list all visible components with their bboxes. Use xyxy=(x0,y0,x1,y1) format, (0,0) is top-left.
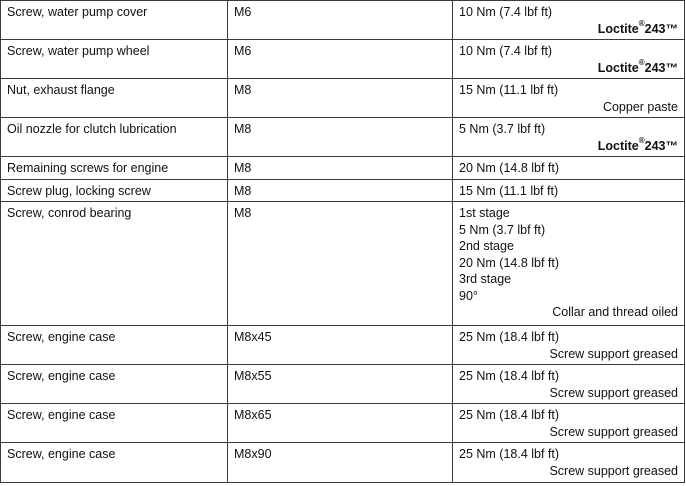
torque-value: 25 Nm (18.4 lbf ft) xyxy=(459,369,560,383)
component-name-cell: Screw, water pump cover xyxy=(1,1,228,40)
torque-value-cell xyxy=(453,443,685,483)
table-row xyxy=(1,404,685,443)
thread-size-cell: M8 xyxy=(228,157,453,180)
assembly-note: Screw support greased xyxy=(549,346,678,361)
thread-size-cell: M8x65 xyxy=(228,404,453,443)
table-row xyxy=(1,365,685,404)
component-name-cell: Screw, conrod bearing xyxy=(1,202,228,326)
torque-value-cell xyxy=(453,40,685,79)
component-name-cell: Remaining screws for engine xyxy=(1,157,228,180)
table-row xyxy=(1,179,685,202)
component-name-cell: Screw, engine case xyxy=(1,404,228,443)
assembly-note: Screw support greased xyxy=(549,463,678,478)
assembly-note: Loctite®243™ xyxy=(597,57,678,75)
table-row xyxy=(1,40,685,79)
thread-size-cell: M8 xyxy=(228,179,453,202)
torque-value-cell xyxy=(453,202,685,326)
torque-value-cell xyxy=(453,365,685,404)
table-row xyxy=(1,118,685,157)
thread-size-cell: M6 xyxy=(228,1,453,40)
assembly-note: Copper paste xyxy=(602,99,678,114)
torque-value: 25 Nm (18.4 lbf ft) xyxy=(459,408,560,422)
torque-stage-line: 20 Nm (14.8 lbf ft) xyxy=(459,255,560,270)
assembly-note: Screw support greased xyxy=(549,424,678,439)
torque-value-cell xyxy=(453,179,685,202)
thread-size-cell: M8 xyxy=(228,79,453,118)
assembly-note: Loctite®243™ xyxy=(597,135,678,153)
table-row xyxy=(1,1,685,40)
torque-value: 20 Nm (14.8 lbf ft) xyxy=(459,161,560,175)
torque-value-cell xyxy=(453,404,685,443)
component-name-cell: Screw, engine case xyxy=(1,326,228,365)
torque-value-cell xyxy=(453,79,685,118)
table-row xyxy=(1,326,685,365)
torque-stage-line: 2nd stage xyxy=(459,239,514,253)
component-name-cell: Oil nozzle for clutch lubrication xyxy=(1,118,228,157)
table-row xyxy=(1,157,685,180)
component-name-cell: Screw, engine case xyxy=(1,365,228,404)
torque-value-cell xyxy=(453,326,685,365)
torque-value-cell xyxy=(453,118,685,157)
torque-value: 10 Nm (7.4 lbf ft) xyxy=(459,44,553,58)
table-row xyxy=(1,443,685,483)
torque-value: 25 Nm (18.4 lbf ft) xyxy=(459,330,560,344)
torque-stage-line: 5 Nm (3.7 lbf ft) xyxy=(459,222,546,237)
torque-value-cell xyxy=(453,1,685,40)
table-row xyxy=(1,79,685,118)
torque-stage-line: 3rd stage xyxy=(459,272,512,286)
assembly-note: Collar and thread oiled xyxy=(552,305,678,319)
torque-value: 5 Nm (3.7 lbf ft) xyxy=(459,122,546,136)
thread-size-cell: M8 xyxy=(228,118,453,157)
torque-value: 25 Nm (18.4 lbf ft) xyxy=(459,447,560,461)
torque-value: 10 Nm (7.4 lbf ft) xyxy=(459,5,553,19)
torque-value-cell xyxy=(453,157,685,180)
assembly-note: Loctite®243™ xyxy=(597,18,678,36)
thread-size-cell: M8x90 xyxy=(228,443,453,483)
torque-value: 15 Nm (11.1 lbf ft) xyxy=(459,183,559,198)
table-body xyxy=(1,1,685,483)
assembly-note: Screw support greased xyxy=(549,385,678,400)
thread-size-cell: M6 xyxy=(228,40,453,79)
component-name-cell: Nut, exhaust flange xyxy=(1,79,228,118)
table-row xyxy=(1,202,685,326)
component-name-cell: Screw, engine case xyxy=(1,443,228,483)
torque-stage-line: 90° xyxy=(459,288,478,303)
torque-value: 15 Nm (11.1 lbf ft) xyxy=(459,83,559,97)
component-name-cell: Screw, water pump wheel xyxy=(1,40,228,79)
thread-size-cell: M8x45 xyxy=(228,326,453,365)
thread-size-cell: M8x55 xyxy=(228,365,453,404)
torque-stage-line: 1st stage xyxy=(459,206,510,220)
thread-size-cell: M8 xyxy=(228,202,453,326)
component-name-cell: Screw plug, locking screw xyxy=(1,179,228,202)
